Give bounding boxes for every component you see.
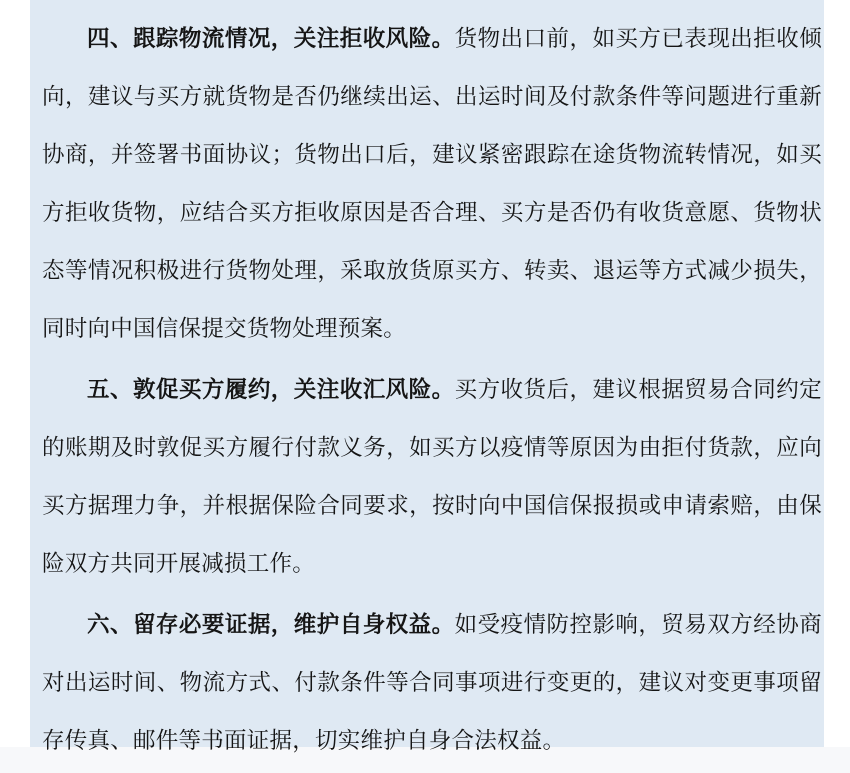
paragraph-body: 买方收货后，建议根据贸易合同约定的账期及时敦促买方履行付款义务，如买方以疫情等原因为由拒付货款，应向买方据理力争，并根据保险合同要求，按时向中国信保报损或申请索赔，由保险双方共同开展减损工作。 [42,377,822,577]
paragraph-body: 货物出口前，如买方已表现出拒收倾向，建议与买方就货物是否仍继续出运、出运时间及付款条件等问题进行重新协商，并签署书面协议；货物出口后，建议紧密跟踪在途货物流转情况，如买方拒收货物，应结合买方拒收原因是否合理、买方是否仍有收货意愿、货物状态等情况积极进行货物处理，采取放货原买方、转卖、退运等方式减少损失，同时向中国信保提交货物处理预案。 [42,26,822,342]
paragraph-body: 如受疫情防控影响，贸易双方经协商对出运时间、物流方式、付款条件等合同事项进行变更的，建议对变更事项留存传真、邮件等书面证据，切实维护自身合法权益。 [42,612,822,754]
paragraph-urge-performance [42,361,822,593]
paragraph-tracking-logistics [42,10,822,358]
paragraph-heading: 四、跟踪物流情况，关注拒收风险。 [87,26,455,52]
document-content [42,10,822,770]
paragraph-heading: 六、留存必要证据，维护自身权益。 [87,612,455,638]
paragraph-heading: 五、敦促买方履约，关注收汇风险。 [87,377,455,403]
paragraph-retain-evidence [42,596,822,770]
